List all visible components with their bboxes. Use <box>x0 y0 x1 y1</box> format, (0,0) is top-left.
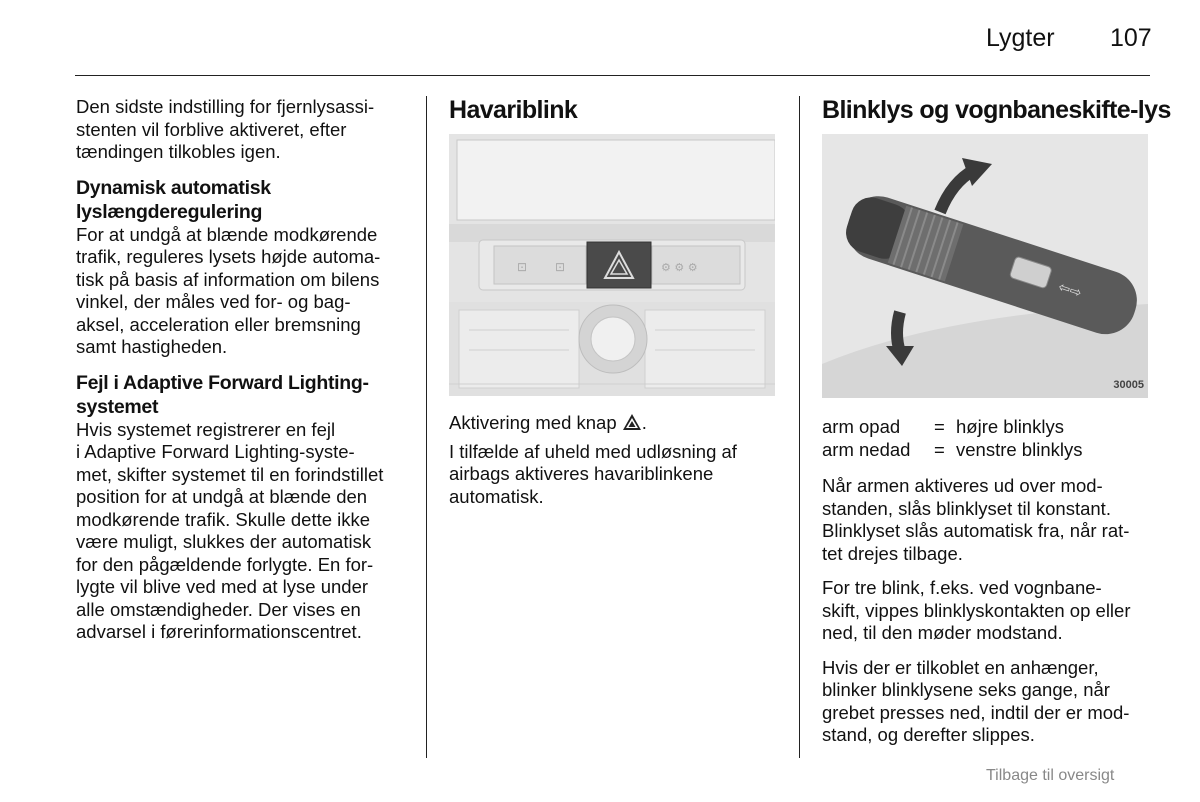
definition-term: arm nedad <box>822 438 911 460</box>
text-line: stenten vil forblive aktiveret, efter <box>76 118 347 140</box>
svg-text:⚙ ⚙ ⚙: ⚙ ⚙ ⚙ <box>661 261 698 274</box>
trailer-paragraph <box>822 657 1152 747</box>
text-line: for den pågældende forlygte. En for- <box>76 553 374 575</box>
section-heading-hazard-lights: Havariblink <box>449 96 578 124</box>
intro-paragraph <box>76 96 416 164</box>
section-heading-afl-fault <box>76 371 416 419</box>
text-line: I tilfælde af uheld med udløsning af <box>449 440 737 462</box>
definition-term: arm opad <box>822 416 901 437</box>
text-line: modkørende trafik. Skulle dette ikke <box>76 508 371 530</box>
section-body-afl-fault <box>76 419 416 644</box>
text-line: skift, vippes blinklyskontakten op eller <box>822 599 1131 621</box>
lever-drawing <box>822 134 1148 398</box>
definition-desc: venstre blinklys <box>956 438 1083 460</box>
hazard-body-paragraph <box>449 441 779 509</box>
constant-signal-paragraph <box>822 475 1152 565</box>
text-line: airbags aktiveres havariblinkene <box>449 463 714 484</box>
text-line: være muligt, slukkes der automatisk <box>76 531 372 552</box>
svg-text:⊡: ⊡ <box>555 260 566 274</box>
text-line: Når armen aktiveres ud over mod- <box>822 475 1103 496</box>
text-line: ned, til den møder modstand. <box>822 622 1063 643</box>
back-to-overview-link[interactable]: Tilbage til oversigt <box>986 767 1115 784</box>
heading-line: lyslængderegulering <box>76 200 263 223</box>
text-line: standen, slås blinklyset til konstant. <box>822 497 1111 519</box>
definition-row <box>822 439 1152 462</box>
caption-text: Aktivering med knap <box>449 412 617 433</box>
text-line: tisk på basis af information om bilens <box>76 268 380 290</box>
section-heading-dynamic-leveling <box>76 176 416 224</box>
lane-change-paragraph <box>822 577 1152 645</box>
section-heading-turn-signals: Blinklys og vognbaneskifte-lys <box>822 96 1171 124</box>
text-line: Den sidste indstilling for fjernlysassi- <box>76 96 375 117</box>
text-line: grebet presses ned, indtil der er mod- <box>822 701 1130 723</box>
text-line: vinkel, der måles ved for- og bag- <box>76 291 351 312</box>
text-line: tet drejes tilbage. <box>822 542 963 564</box>
definition-equals: = <box>934 416 945 437</box>
text-line: Hvis der er tilkoblet en anhænger, <box>822 656 1099 678</box>
page-number: 107 <box>1110 24 1152 52</box>
text-line: aksel, acceleration eller bremsning <box>76 313 361 335</box>
section-body-dynamic-leveling <box>76 224 416 359</box>
text-line: position for at undgå at blænde den <box>76 486 368 507</box>
column-divider-2 <box>799 96 800 758</box>
hazard-switch-illustration <box>449 134 775 396</box>
text-line: Hvis systemet registrerer en fejl <box>76 418 336 440</box>
figure-code: 30005 <box>1113 378 1144 391</box>
heading-line: Dynamisk automatisk <box>76 176 271 199</box>
definition-desc: højre blinklys <box>956 416 1064 437</box>
text-line: lygte vil blive ved med at lyse under <box>76 576 369 597</box>
column-2 <box>449 96 779 508</box>
text-line: alle omstændigheder. Der vises en <box>76 598 361 620</box>
column-3 <box>822 96 1171 759</box>
svg-text:⇦⇨: ⇦⇨ <box>1056 279 1084 302</box>
text-line: blinker blinklysene seks gange, når <box>822 679 1110 700</box>
center-console-drawing <box>449 134 775 396</box>
text-line: trafik, reguleres lysets højde automa- <box>76 246 381 267</box>
text-line: advarsel i førerinformationscentret. <box>76 621 362 642</box>
text-line: samt hastigheden. <box>76 336 228 357</box>
text-line: stand, og derefter slippes. <box>822 724 1035 745</box>
text-line: For at undgå at blænde modkørende <box>76 223 378 245</box>
hazard-warning-icon <box>622 413 642 431</box>
heading-line: systemet <box>76 395 159 418</box>
heading-line: Fejl i Adaptive Forward Lighting- <box>76 371 369 394</box>
text-line: Blinklyset slås automatisk fra, når rat- <box>822 520 1130 541</box>
column-1 <box>76 96 416 656</box>
text-line: tændingen tilkobles igen. <box>76 141 281 162</box>
text-line: automatisk. <box>449 485 544 507</box>
activation-caption: Aktivering med knap . <box>449 412 647 433</box>
header-divider <box>75 75 1150 76</box>
text-line: met, skifter systemet til en forindstillet <box>76 463 384 485</box>
direction-definitions <box>822 416 1152 461</box>
text-line: i Adaptive Forward Lighting-syste- <box>76 441 355 462</box>
svg-text:⊡: ⊡ <box>517 260 528 274</box>
definition-row <box>822 416 1152 439</box>
column-divider-1 <box>426 96 427 758</box>
turn-signal-lever-illustration <box>822 134 1148 398</box>
text-line: For tre blink, f.eks. ved vognbane- <box>822 577 1102 598</box>
definition-equals: = <box>934 438 945 460</box>
chapter-title: Lygter <box>986 24 1055 52</box>
